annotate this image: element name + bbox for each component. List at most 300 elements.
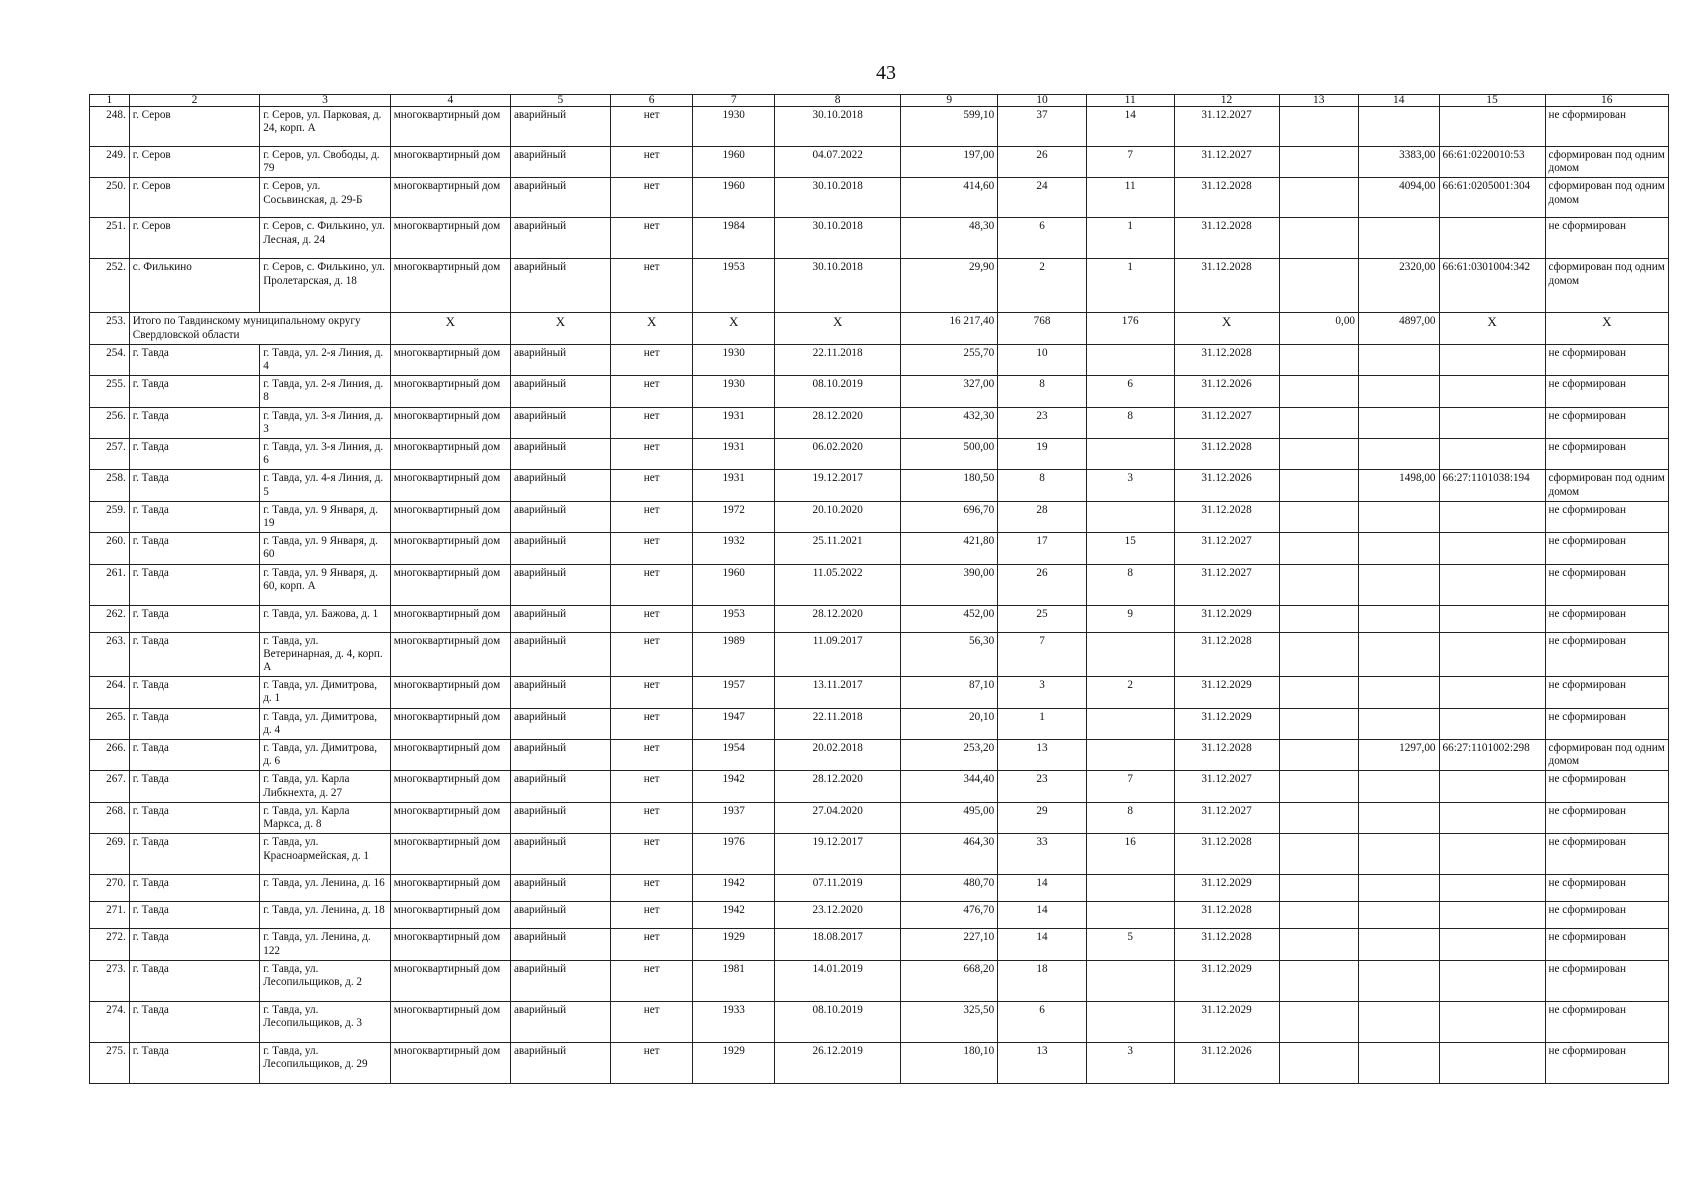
house-type-cell: многоквартирный дом [390, 470, 510, 501]
status-cell: аварийный [510, 344, 610, 375]
column-13-cell [1279, 407, 1359, 438]
settlement-cell: г. Тавда [129, 771, 259, 802]
status-cell: аварийный [510, 960, 610, 1001]
date-cell: 22.11.2018 [774, 344, 900, 375]
status-cell: Х [510, 313, 610, 344]
cadastral-number-cell [1439, 218, 1545, 259]
settlement-cell: г. Тавда [129, 376, 259, 407]
area-cell: 452,00 [901, 605, 998, 632]
column-13-cell [1279, 501, 1359, 532]
date-cell: 25.11.2021 [774, 533, 900, 564]
cadastral-number-cell [1439, 439, 1545, 470]
area-cell: 16 217,40 [901, 313, 998, 344]
column-11-cell: 14 [1086, 107, 1174, 147]
column-10-cell: 26 [998, 564, 1087, 605]
row-number: 263. [90, 632, 130, 677]
year-cell: 1953 [693, 259, 775, 313]
land-plot-status-cell: не сформирован [1545, 533, 1668, 564]
land-plot-status-cell: не сформирован [1545, 802, 1668, 833]
column-number-16: 16 [1545, 95, 1668, 107]
row-number: 257. [90, 439, 130, 470]
table-row [90, 407, 1669, 438]
column-10-cell: 8 [998, 376, 1087, 407]
land-plot-status-cell: не сформирован [1545, 107, 1668, 147]
table-row [90, 902, 1669, 929]
column-10-cell: 14 [998, 875, 1087, 902]
area-cell: 668,20 [901, 960, 998, 1001]
cadastral-number-cell [1439, 802, 1545, 833]
column-6-cell: нет [610, 875, 693, 902]
column-10-cell: 6 [998, 1001, 1087, 1042]
cadastral-number-cell [1439, 605, 1545, 632]
column-11-cell: 16 [1086, 834, 1174, 875]
address-cell: г. Тавда, ул. Димитрова, д. 1 [260, 677, 390, 708]
column-11-cell: 8 [1086, 564, 1174, 605]
column-10-cell: 19 [998, 439, 1087, 470]
land-plot-status-cell: не сформирован [1545, 439, 1668, 470]
row-number: 274. [90, 1001, 130, 1042]
deadline-cell: 31.12.2028 [1174, 501, 1279, 532]
land-plot-status-cell: сформирован под одним домом [1545, 178, 1668, 218]
row-number: 268. [90, 802, 130, 833]
deadline-cell: 31.12.2026 [1174, 1042, 1279, 1083]
column-number-3: 3 [260, 95, 390, 107]
land-plot-status-cell: не сформирован [1545, 407, 1668, 438]
area-cell: 432,30 [901, 407, 998, 438]
address-cell: г. Тавда, ул. Красноармейская, д. 1 [260, 834, 390, 875]
cadastral-number-cell [1439, 834, 1545, 875]
house-type-cell: многоквартирный дом [390, 407, 510, 438]
row-number: 267. [90, 771, 130, 802]
date-cell: 19.12.2017 [774, 834, 900, 875]
status-cell: аварийный [510, 470, 610, 501]
date-cell: 28.12.2020 [774, 407, 900, 438]
cadastral-number-cell: 66:61:0301004:342 [1439, 259, 1545, 313]
area-cell: 20,10 [901, 708, 998, 739]
address-cell: г. Тавда, ул. 3-я Линия, д. 3 [260, 407, 390, 438]
year-cell: 1942 [693, 875, 775, 902]
column-11-cell: 6 [1086, 376, 1174, 407]
status-cell: аварийный [510, 533, 610, 564]
row-number: 260. [90, 533, 130, 564]
settlement-cell: г. Тавда [129, 632, 259, 677]
house-type-cell: многоквартирный дом [390, 771, 510, 802]
settlement-cell: г. Тавда [129, 1042, 259, 1083]
cadastral-number-cell: 66:61:0205001:304 [1439, 178, 1545, 218]
column-6-cell: нет [610, 218, 693, 259]
deadline-cell: 31.12.2029 [1174, 605, 1279, 632]
address-cell: г. Тавда, ул. 4-я Линия, д. 5 [260, 470, 390, 501]
deadline-cell: 31.12.2026 [1174, 470, 1279, 501]
cadastral-number-cell [1439, 708, 1545, 739]
table-row [90, 501, 1669, 532]
deadline-cell: 31.12.2027 [1174, 147, 1279, 178]
column-13-cell [1279, 960, 1359, 1001]
house-type-cell: многоквартирный дом [390, 875, 510, 902]
column-number-7: 7 [693, 95, 775, 107]
house-type-cell: многоквартирный дом [390, 564, 510, 605]
year-cell: 1989 [693, 632, 775, 677]
column-6-cell: нет [610, 1042, 693, 1083]
settlement-cell: г. Серов [129, 107, 259, 147]
column-11-cell: 7 [1086, 147, 1174, 178]
column-number-5: 5 [510, 95, 610, 107]
column-11-cell [1086, 960, 1174, 1001]
deadline-cell: 31.12.2028 [1174, 439, 1279, 470]
column-11-cell: 15 [1086, 533, 1174, 564]
house-type-cell: многоквартирный дом [390, 178, 510, 218]
column-13-cell [1279, 439, 1359, 470]
house-type-cell: многоквартирный дом [390, 218, 510, 259]
table-row [90, 147, 1669, 178]
table-row [90, 1042, 1669, 1083]
column-10-cell: 29 [998, 802, 1087, 833]
column-6-cell: нет [610, 740, 693, 771]
status-cell: аварийный [510, 259, 610, 313]
year-cell: 1954 [693, 740, 775, 771]
area-cell: 464,30 [901, 834, 998, 875]
cadastral-number-cell: 66:61:0220010:53 [1439, 147, 1545, 178]
land-plot-status-cell: не сформирован [1545, 501, 1668, 532]
column-14-cell [1359, 533, 1440, 564]
status-cell: аварийный [510, 564, 610, 605]
column-13-cell [1279, 902, 1359, 929]
column-11-cell [1086, 902, 1174, 929]
date-cell: 30.10.2018 [774, 178, 900, 218]
column-11-cell: 2 [1086, 677, 1174, 708]
land-plot-status-cell: не сформирован [1545, 708, 1668, 739]
land-plot-status-cell: не сформирован [1545, 771, 1668, 802]
column-14-cell [1359, 344, 1440, 375]
column-14-cell [1359, 771, 1440, 802]
column-13-cell [1279, 1042, 1359, 1083]
table-row [90, 960, 1669, 1001]
date-cell: 30.10.2018 [774, 259, 900, 313]
column-10-cell: 13 [998, 1042, 1087, 1083]
status-cell: аварийный [510, 1042, 610, 1083]
total-label: Итого по Тавдинскому муниципальному округу Свердловской области [129, 313, 390, 344]
column-6-cell: нет [610, 501, 693, 532]
column-10-cell: 24 [998, 178, 1087, 218]
deadline-cell: 31.12.2028 [1174, 632, 1279, 677]
address-cell: г. Тавда, ул. Ветеринарная, д. 4, корп. А [260, 632, 390, 677]
table-row [90, 259, 1669, 313]
column-number-13: 13 [1279, 95, 1359, 107]
table-row [90, 632, 1669, 677]
column-14-cell [1359, 1001, 1440, 1042]
status-cell: аварийный [510, 501, 610, 532]
column-10-cell: 7 [998, 632, 1087, 677]
column-11-cell [1086, 344, 1174, 375]
settlement-cell: г. Тавда [129, 929, 259, 960]
column-10-cell: 8 [998, 470, 1087, 501]
land-plot-status-cell: не сформирован [1545, 564, 1668, 605]
column-13-cell [1279, 564, 1359, 605]
column-14-cell: 2320,00 [1359, 259, 1440, 313]
column-14-cell [1359, 677, 1440, 708]
area-cell: 227,10 [901, 929, 998, 960]
house-type-cell: многоквартирный дом [390, 259, 510, 313]
status-cell: аварийный [510, 407, 610, 438]
column-14-cell: 1297,00 [1359, 740, 1440, 771]
column-14-cell [1359, 439, 1440, 470]
total-row [90, 313, 1669, 344]
row-number: 269. [90, 834, 130, 875]
deadline-cell: 31.12.2029 [1174, 677, 1279, 708]
column-14-cell [1359, 708, 1440, 739]
address-cell: г. Серов, ул. Парковая, д. 24, корп. А [260, 107, 390, 147]
year-cell: 1930 [693, 107, 775, 147]
row-number: 271. [90, 902, 130, 929]
column-14-cell [1359, 605, 1440, 632]
settlement-cell: г. Тавда [129, 501, 259, 532]
status-cell: аварийный [510, 740, 610, 771]
row-number: 272. [90, 929, 130, 960]
house-type-cell: многоквартирный дом [390, 147, 510, 178]
column-10-cell: 14 [998, 929, 1087, 960]
table-row [90, 771, 1669, 802]
year-cell: 1976 [693, 834, 775, 875]
status-cell: аварийный [510, 902, 610, 929]
area-cell: 476,70 [901, 902, 998, 929]
settlement-cell: г. Тавда [129, 875, 259, 902]
deadline-cell: 31.12.2027 [1174, 564, 1279, 605]
address-cell: г. Тавда, ул. Карла Маркса, д. 8 [260, 802, 390, 833]
area-cell: 56,30 [901, 632, 998, 677]
deadline-cell: 31.12.2028 [1174, 902, 1279, 929]
column-6-cell: нет [610, 802, 693, 833]
column-14-cell [1359, 960, 1440, 1001]
settlement-cell: г. Тавда [129, 344, 259, 375]
area-cell: 255,70 [901, 344, 998, 375]
status-cell: аварийный [510, 677, 610, 708]
column-11-cell: 8 [1086, 407, 1174, 438]
column-13-cell [1279, 147, 1359, 178]
page-number: 43 [876, 62, 896, 84]
address-cell: г. Тавда, ул. Димитрова, д. 4 [260, 708, 390, 739]
column-13-cell [1279, 259, 1359, 313]
row-number: 261. [90, 564, 130, 605]
deadline-cell: 31.12.2029 [1174, 1001, 1279, 1042]
settlement-cell: г. Тавда [129, 960, 259, 1001]
row-number: 253. [90, 313, 130, 344]
column-10-cell: 10 [998, 344, 1087, 375]
house-type-cell: многоквартирный дом [390, 960, 510, 1001]
column-number-9: 9 [901, 95, 998, 107]
land-plot-status-cell: не сформирован [1545, 218, 1668, 259]
column-10-cell: 3 [998, 677, 1087, 708]
year-cell: 1931 [693, 407, 775, 438]
land-plot-status-cell: Х [1545, 313, 1668, 344]
date-cell: 08.10.2019 [774, 1001, 900, 1042]
column-11-cell [1086, 875, 1174, 902]
year-cell: 1960 [693, 178, 775, 218]
column-10-cell: 1 [998, 708, 1087, 739]
settlement-cell: г. Тавда [129, 802, 259, 833]
status-cell: аварийный [510, 875, 610, 902]
row-number: 266. [90, 740, 130, 771]
column-14-cell [1359, 501, 1440, 532]
area-cell: 253,20 [901, 740, 998, 771]
table-row [90, 1001, 1669, 1042]
status-cell: аварийный [510, 218, 610, 259]
column-14-cell [1359, 632, 1440, 677]
column-13-cell [1279, 605, 1359, 632]
column-number-12: 12 [1174, 95, 1279, 107]
column-6-cell: нет [610, 376, 693, 407]
column-14-cell [1359, 929, 1440, 960]
house-type-cell: многоквартирный дом [390, 902, 510, 929]
area-cell: 197,00 [901, 147, 998, 178]
area-cell: 480,70 [901, 875, 998, 902]
column-14-cell: 4897,00 [1359, 313, 1440, 344]
column-14-cell: 1498,00 [1359, 470, 1440, 501]
date-cell: 11.05.2022 [774, 564, 900, 605]
house-type-cell: многоквартирный дом [390, 677, 510, 708]
address-cell: г. Тавда, ул. 2-я Линия, д. 4 [260, 344, 390, 375]
cadastral-number-cell [1439, 407, 1545, 438]
address-cell: г. Тавда, ул. 9 Января, д. 60 [260, 533, 390, 564]
status-cell: аварийный [510, 708, 610, 739]
deadline-cell: 31.12.2028 [1174, 218, 1279, 259]
date-cell: 26.12.2019 [774, 1042, 900, 1083]
house-type-cell: многоквартирный дом [390, 834, 510, 875]
address-cell: г. Тавда, ул. 9 Января, д. 60, корп. А [260, 564, 390, 605]
table-body [90, 107, 1669, 1084]
column-6-cell: нет [610, 439, 693, 470]
cadastral-number-cell [1439, 771, 1545, 802]
area-cell: 500,00 [901, 439, 998, 470]
year-cell: Х [693, 313, 775, 344]
table-row [90, 470, 1669, 501]
table-row [90, 564, 1669, 605]
row-number: 264. [90, 677, 130, 708]
address-cell: г. Серов, с. Филькино, ул. Лесная, д. 24 [260, 218, 390, 259]
row-number: 248. [90, 107, 130, 147]
column-6-cell: нет [610, 902, 693, 929]
column-6-cell: нет [610, 708, 693, 739]
column-6-cell: нет [610, 677, 693, 708]
year-cell: 1942 [693, 771, 775, 802]
house-type-cell: многоквартирный дом [390, 929, 510, 960]
house-type-cell: многоквартирный дом [390, 1042, 510, 1083]
row-number: 258. [90, 470, 130, 501]
date-cell: 22.11.2018 [774, 708, 900, 739]
table-row [90, 834, 1669, 875]
column-13-cell [1279, 708, 1359, 739]
column-11-cell: 9 [1086, 605, 1174, 632]
address-cell: г. Тавда, ул. Карла Либкнехта, д. 27 [260, 771, 390, 802]
year-cell: 1942 [693, 902, 775, 929]
column-14-cell: 3383,00 [1359, 147, 1440, 178]
column-6-cell: нет [610, 1001, 693, 1042]
land-plot-status-cell: не сформирован [1545, 376, 1668, 407]
table-row [90, 439, 1669, 470]
cadastral-number-cell [1439, 929, 1545, 960]
row-number: 256. [90, 407, 130, 438]
status-cell: аварийный [510, 439, 610, 470]
deadline-cell: Х [1174, 313, 1279, 344]
land-plot-status-cell: не сформирован [1545, 1042, 1668, 1083]
column-6-cell: нет [610, 605, 693, 632]
column-6-cell: нет [610, 178, 693, 218]
deadline-cell: 31.12.2028 [1174, 259, 1279, 313]
column-11-cell: 176 [1086, 313, 1174, 344]
date-cell: 06.02.2020 [774, 439, 900, 470]
column-6-cell: нет [610, 147, 693, 178]
column-11-cell [1086, 632, 1174, 677]
column-number-6: 6 [610, 95, 693, 107]
land-plot-status-cell: не сформирован [1545, 875, 1668, 902]
settlement-cell: г. Тавда [129, 902, 259, 929]
table-row [90, 533, 1669, 564]
column-11-cell: 5 [1086, 929, 1174, 960]
column-10-cell: 6 [998, 218, 1087, 259]
row-number: 265. [90, 708, 130, 739]
status-cell: аварийный [510, 107, 610, 147]
column-11-cell [1086, 1001, 1174, 1042]
date-cell: 19.12.2017 [774, 470, 900, 501]
status-cell: аварийный [510, 605, 610, 632]
column-14-cell [1359, 902, 1440, 929]
date-cell: 28.12.2020 [774, 605, 900, 632]
column-10-cell: 37 [998, 107, 1087, 147]
year-cell: 1932 [693, 533, 775, 564]
address-cell: г. Тавда, ул. Димитрова, д. 6 [260, 740, 390, 771]
column-number-10: 10 [998, 95, 1087, 107]
settlement-cell: г. Серов [129, 218, 259, 259]
table-row [90, 107, 1669, 147]
cadastral-number-cell [1439, 677, 1545, 708]
column-14-cell [1359, 218, 1440, 259]
area-cell: 390,00 [901, 564, 998, 605]
date-cell: 08.10.2019 [774, 376, 900, 407]
deadline-cell: 31.12.2027 [1174, 533, 1279, 564]
column-6-cell: нет [610, 470, 693, 501]
column-11-cell [1086, 740, 1174, 771]
column-11-cell: 1 [1086, 259, 1174, 313]
column-10-cell: 26 [998, 147, 1087, 178]
status-cell: аварийный [510, 147, 610, 178]
deadline-cell: 31.12.2028 [1174, 344, 1279, 375]
address-cell: г. Серов, ул. Сосьвинская, д. 29-Б [260, 178, 390, 218]
cadastral-number-cell [1439, 501, 1545, 532]
year-cell: 1981 [693, 960, 775, 1001]
settlement-cell: г. Тавда [129, 1001, 259, 1042]
land-plot-status-cell: не сформирован [1545, 929, 1668, 960]
column-14-cell: 4094,00 [1359, 178, 1440, 218]
status-cell: аварийный [510, 771, 610, 802]
settlement-cell: г. Тавда [129, 533, 259, 564]
date-cell: 20.02.2018 [774, 740, 900, 771]
deadline-cell: 31.12.2029 [1174, 708, 1279, 739]
column-6-cell: нет [610, 564, 693, 605]
settlement-cell: г. Серов [129, 147, 259, 178]
column-10-cell: 2 [998, 259, 1087, 313]
column-11-cell: 3 [1086, 1042, 1174, 1083]
address-cell: г. Тавда, ул. Ленина, д. 122 [260, 929, 390, 960]
cadastral-number-cell: Х [1439, 313, 1545, 344]
area-cell: 495,00 [901, 802, 998, 833]
column-14-cell [1359, 376, 1440, 407]
land-plot-status-cell: сформирован под одним домом [1545, 740, 1668, 771]
land-plot-status-cell: не сформирован [1545, 677, 1668, 708]
area-cell: 180,10 [901, 1042, 998, 1083]
row-number: 259. [90, 501, 130, 532]
column-14-cell [1359, 407, 1440, 438]
year-cell: 1937 [693, 802, 775, 833]
column-number-header [90, 95, 1669, 107]
